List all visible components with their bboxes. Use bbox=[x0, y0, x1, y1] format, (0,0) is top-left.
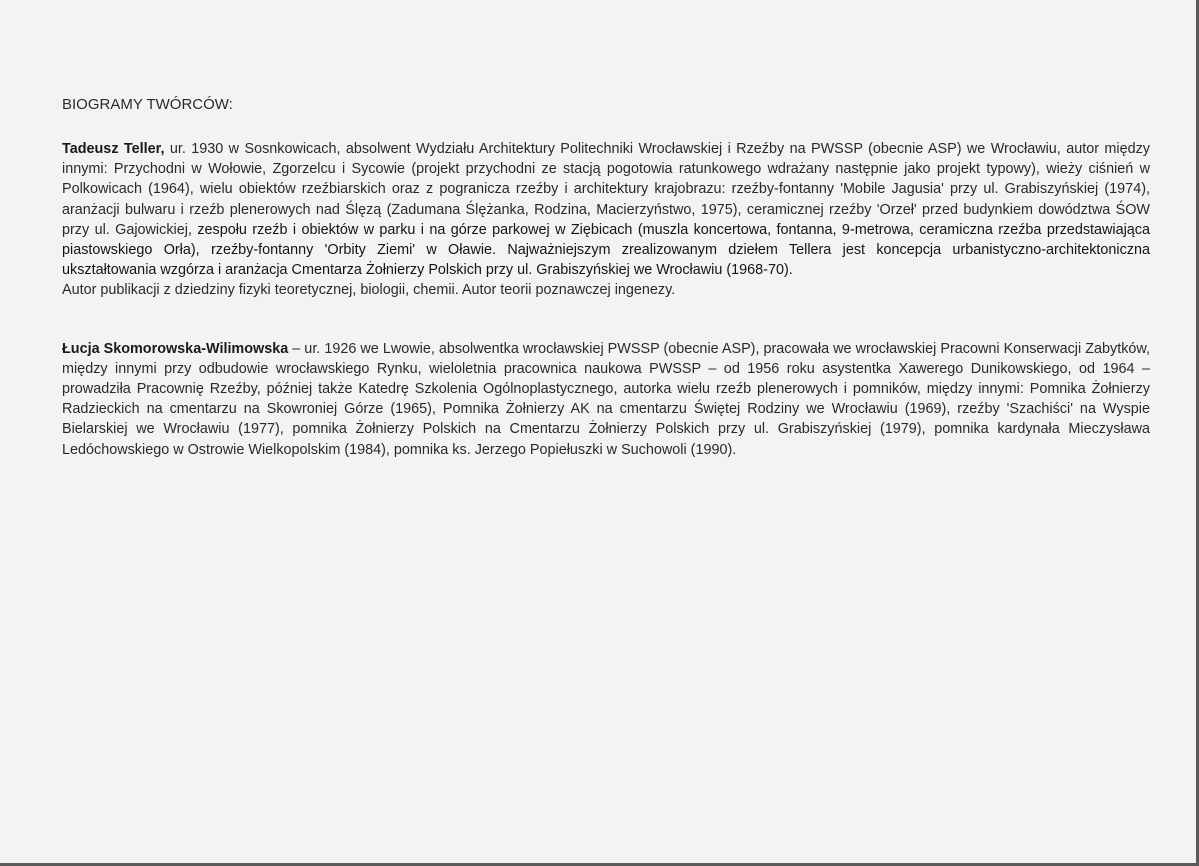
biography-name-teller: Tadeusz Teller, bbox=[62, 141, 165, 157]
biography-text-teller: ur. 1930 w Sosnkowicach, absolwent Wydziału Architektury Politechniki Wrocławskiej i Rzeźby na PWSSP (obecnie ASP) we Wrocławiu, autor między innymi: Przychodni w Wołowie, Zgorzelcu i Sycowie (projekt przychodni ze stacją pogotowia ratunkowego wdrażany następnie jako projekt typowy), wieży ciśnień w Polkowicach (1964), wielu obiektów rzeźbiarskich oraz z pogranicza rzeźby i architektury krajobrazu: rzeźby-fontanny 'Mobile Jagusia' przy ul. Grabiszyńskiej (1974), aranżacji bulwaru i rzeźb plenerowych nad Ślęzą (Zadumana Ślężanka, Rodzina, Macierzyństwo, 1975), ceramicznej rzeźby 'Orzeł' przed budynkiem dowództwa ŚOW przy ul. Gajowickiej, bbox=[62, 141, 1150, 238]
biography-name-skomorowska: Łucja Skomorowska-Wilimowska bbox=[62, 340, 289, 357]
biography-skomorowska bbox=[62, 339, 1150, 460]
document-content bbox=[62, 96, 1150, 460]
biography-teller bbox=[62, 139, 1150, 280]
biography-text-skomorowska: – ur. 1926 we Lwowie, absolwentka wrocławskiej PWSSP (obecnie ASP), pracowała we wrocławskiej Pracowni Konserwacji Zabytków, między innymi przy odbudowie wrocławskiego Rynku, wieloletnia pracownica naukowa PWSSP – od 1956 roku asystentka Xawerego Dunikowskiego, od 1964 – prowadziła Pracownię Rzeźby, później także Katedrę Szkolenia Ogólnoplastycznego, autorka wielu rzeźb plenerowych i pomników, między innymi: Pomnika Żołnierzy Radzieckich na cmentarzu na Skowroniej Górze (1965), Pomnika Żołnierzy AK na cmentarzu Świętej Rodziny we Wrocławiu (1969), rzeźby 'Szachiści' na Wyspie Bielarskiej we Wrocławiu (1977), pomnika Żołnierzy Polskich na Cmentarzu Żołnierzy Polskich przy ul. Grabiszyńskiej (1979), pomnika kardynała Mieczysława Ledóchowskiego w Ostrowie Wielkopolskim (1984), pomnika ks. Jerzego Popiełuszki w Suchowoli (1990). bbox=[62, 340, 1150, 458]
biography-note-teller: Autor publikacji z dziedziny fizyki teoretycznej, biologii, chemii. Autor teorii poznawczej ingenezy. bbox=[62, 282, 676, 299]
page-title: BIOGRAMY TWÓRCÓW: bbox=[62, 96, 233, 113]
biography-text-teller-emphasis: zespołu rzeźb i obiektów w parku i na górze parkowej w Ziębicach (muszla koncertowa, fontanna, 9-metrowa, ceramiczna rzeźba przedstawiająca piastowskiego Orła), rzeźby-fontanny 'Orbity Ziemi' w Oławie. Najważniejszym zrealizowanym dziełem Tellera jest koncepcja urbanistyczno-architektoniczna ukształtowania wzgórza i aranżacja Cmentarza Żołnierzy Polskich przy ul. Grabiszyńskiej we Wrocławiu (1968-70). bbox=[62, 221, 1151, 279]
section-spacer bbox=[62, 301, 1150, 339]
